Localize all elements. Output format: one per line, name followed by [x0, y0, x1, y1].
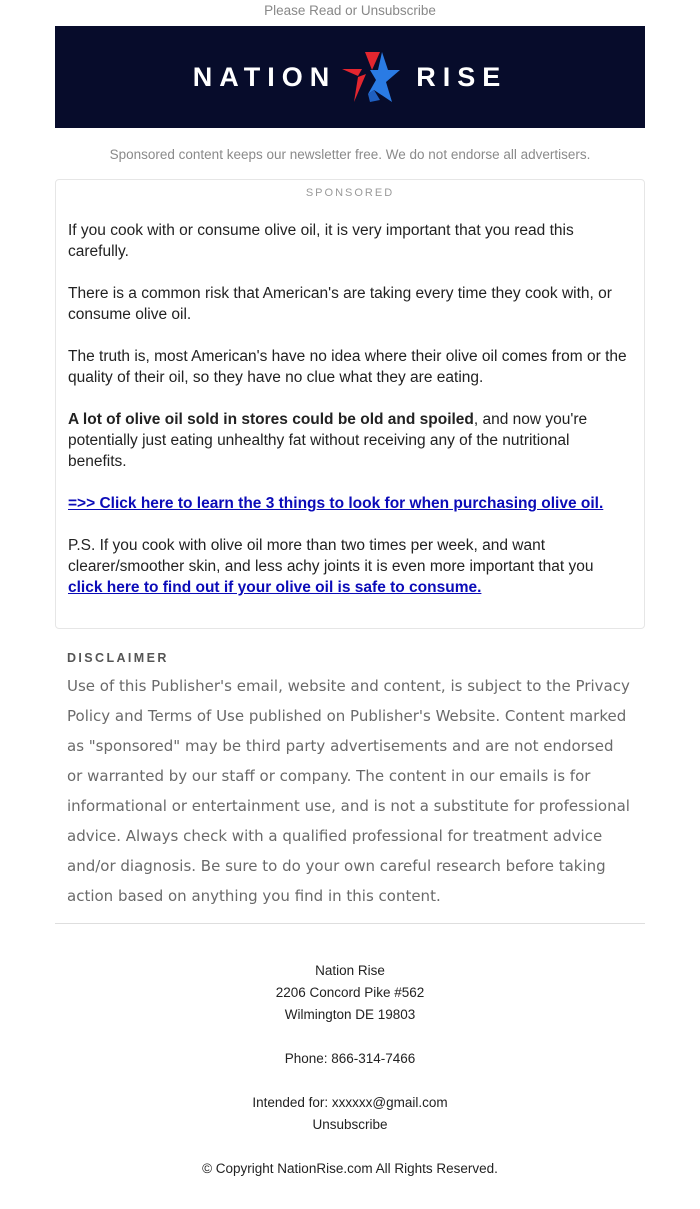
- star-logo-icon: [340, 50, 402, 104]
- paragraph-4-rest: , and now you're potentially just eating unhealthy fat without receiving any of the nutritional benefits.: [68, 411, 588, 470]
- preheader: [0, 0, 700, 26]
- footer-phone: Phone: 866-314-7466: [284, 1051, 416, 1066]
- ps-text: P.S. If you cook with olive oil more than two times per week, and want clearer/smoother skin, and less achy joints it is even more important that you: [68, 537, 594, 575]
- paragraph-link: [68, 493, 632, 514]
- header-banner: [55, 26, 645, 128]
- footer-city: Wilmington DE 19803: [284, 1007, 416, 1022]
- disclaimer-title: DISCLAIMER: [67, 651, 169, 665]
- learn-link[interactable]: =>> Click here to learn the 3 things to look for when purchasing olive oil.: [68, 495, 604, 512]
- sponsored-body: [56, 206, 644, 598]
- sponsor-note: Sponsored content keeps our newsletter free. We do not endorse all advertisers.: [109, 147, 591, 162]
- paragraph-4-bold: A lot of olive oil sold in stores could be old and spoiled: [68, 411, 474, 428]
- logo-word-right: RISE: [416, 61, 508, 92]
- footer-company: Nation Rise: [315, 963, 385, 978]
- paragraph-4: [68, 409, 632, 472]
- footer: [0, 924, 700, 1180]
- footer-copyright: © Copyright NationRise.com All Rights Reserved.: [202, 1161, 498, 1176]
- paragraph-2: There is a common risk that American's are taking every time they cook with, or consume olive oil.: [68, 285, 612, 323]
- paragraph-ps: [68, 535, 632, 598]
- preheader-link[interactable]: Please Read or Unsubscribe: [264, 3, 436, 18]
- sponsored-card: [55, 179, 645, 629]
- footer-street: 2206 Concord Pike #562: [275, 985, 425, 1000]
- disclaimer-section: [55, 629, 645, 924]
- sponsored-tag: SPONSORED: [305, 187, 395, 199]
- unsubscribe-link[interactable]: Unsubscribe: [312, 1117, 388, 1132]
- footer-intended: Intended for: xxxxxx@gmail.com: [252, 1095, 448, 1110]
- logo-word-left: NATION: [192, 61, 337, 92]
- disclaimer-text: Use of this Publisher's email, website and content, is subject to the Privacy Policy and Terms of Use published on Publisher's Website. Content marked as "sponsored" may be third party advertisements and are not endorsed or warranted by our staff or company. The content in our emails is for informational or entertainment use, and is not a substitute for professional advice. Always check with a qualified professional for treatment advice and/or diagnosis. Be sure to do your own careful research before taking action based on anything you find in this content.: [67, 677, 630, 905]
- paragraph-3: The truth is, most American's have no idea where their olive oil comes from or the quality of their oil, so they have no clue what they are eating.: [68, 348, 627, 386]
- paragraph-1: If you cook with or consume olive oil, it is very important that you read this carefully.: [68, 222, 574, 260]
- safe-to-consume-link[interactable]: click here to find out if your olive oil is safe to consume.: [68, 579, 482, 596]
